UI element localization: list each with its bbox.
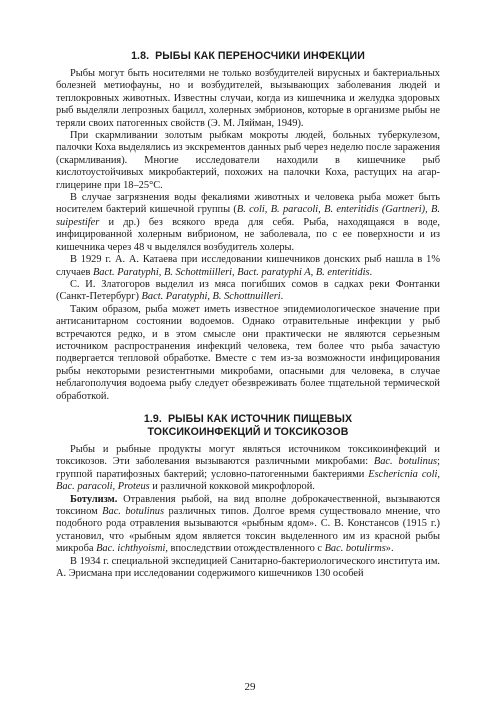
paragraph: С. И. Златогоров выделил из мяса погибших сомов в садках реки Фонтанки (Санкт-Петербург) Bact. Paratyphi, B. Schottnuilleri.: [56, 278, 440, 303]
bacteria-names: B. coli, B. paracoli, B. enteritidis (Gartneri), B. suipestifer: [56, 204, 440, 228]
paragraph: Таким образом, рыба может иметь известное эпидемиологическое значение при антисанитарном состоянии водоемов. Однако отравительные инфекции у рыб встречаются редко, и в этом смысле они практически не являются серьезным источником распространения инфекций человека, тем более что рыба зачастую подвергается тепловой обработке. Вместе с тем из-за возможности инфицирования рыбы некоторыми резистентными микробами, опасными для человека, в случае неблагополучия водоема рыбу следует обезвреживать более тщательной термической обработкой.: [56, 303, 440, 402]
section-heading-1-8: [56, 50, 440, 63]
paragraph: В 1929 г. А. А. Катаева при исследовании кишечников донских рыб нашла в 1% случаев Bact. Paratyphi, B. Schottmiilleri, Bact. paratyphi A, B. enteritidis.: [56, 254, 440, 278]
section-number: 1.8.: [131, 50, 150, 62]
term-heading: Ботулизм.: [70, 493, 118, 505]
page-body: [56, 50, 440, 580]
section-number: 1.9.: [143, 412, 162, 425]
paragraph: Ботулизм. Отравления рыбой, на вид вполне доброкачественной, вызываются токсином Bac. botulinus различных типов. Долгое время существовало мнение, что подобного рода отравления вызываются «рыбным ядом». С. В. Констансов (1915 г.) установил, что «рыбным ядом является токсин выделенного им из красной рыбы микроба Bac. ichthyoismi, впоследствии отождествленного с Bac. botulirms».: [56, 493, 441, 555]
paragraph: Рыбы могут быть носителями не только возбудителей вирусных и бактериальных болезней метиофауны, но и возбудителей, вызывающих заболевания людей и теплокровных животных. Известны случаи, когда из кишечника и желудка здоровых рыб выделяли лепрозных бацилл, холерных эмбрионов, которые в организме рыбы не теряли своих патогенных свойств (Э. М. Ляйман, 1949).: [56, 68, 440, 129]
section-heading-1-9: [56, 413, 440, 439]
page-number: 29: [244, 681, 256, 693]
paragraph: Рыбы и рыбные продукты могут являться источником токсикоинфекций и токсикозов. Эти заболевания вызываются различными микробами: Bac. botulinus; группой паратифозных бактерий; условно-патогенными бактериями Eschericnia coli, Bac. paracoli, Proteus и различной кокковой микрофлорой.: [56, 443, 440, 493]
section-title: РЫБЫ КАК ПЕРЕНОСЧИКИ ИНФЕКЦИИ: [155, 50, 365, 62]
bacteria-names: Bact. Paratyphi, B. Schottmiilleri, Bact. paratyphi A, B. enteritidis: [92, 266, 370, 278]
bacteria-names: Bact. Paratyphi, B. Schottnuilleri: [141, 291, 281, 303]
section-title-line-2: ТОКСИКОИНФЕКЦИЙ И ТОКСИКОЗОВ: [147, 425, 349, 438]
paragraph: В 1934 г. специальной экспедицией Санитарно-бактериологического института им. А. Эрисмана при исследовании содержимого кишечников 130 особей: [56, 555, 440, 580]
paragraph: При скармливании золотым рыбкам мокроты людей, больных туберкулезом, палочки Коха выделялись из экскрементов данных рыб через неделю после заражения (скармливания). Многие исследователи находили в кишечнике рыб кислотоустойчивых микробактерий, похожих на палочки Коха, растущих на агар-глицерине при 18–25°С.: [56, 130, 440, 191]
paragraph: В случае загрязнения воды фекалиями животных и человека рыба может быть носителем бактерий кишечной группы (B. coli, B. paracoli, B. enteritidis (Gartneri), B. suipestifer и др.) без всякого вреда для себя. Рыба, находящаяся в воде, инфицированной холерным вибрионом, не заболевала, по с ее поверхности и из кишечника через 48 ч выделялся возбудитель холеры.: [56, 192, 440, 253]
section-title-line-1: РЫБЫ КАК ИСТОЧНИК ПИЩЕВЫХ: [167, 412, 353, 425]
